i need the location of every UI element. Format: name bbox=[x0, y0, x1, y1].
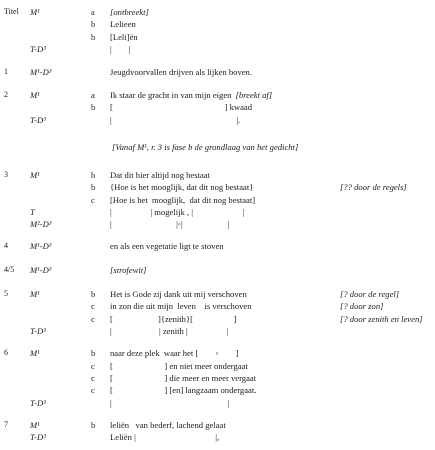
source-siglum: M¹ bbox=[30, 90, 40, 100]
variant-phase: b bbox=[91, 289, 96, 299]
variant-phase: a bbox=[91, 7, 95, 17]
line-number: 7 bbox=[4, 420, 8, 429]
verse-text: | |. bbox=[110, 115, 241, 125]
source-siglum: M²-D³ bbox=[30, 219, 52, 229]
source-siglum: M¹-D³ bbox=[30, 241, 52, 251]
variant-phase: b bbox=[91, 182, 96, 192]
variant-phase: b bbox=[91, 170, 96, 180]
source-siglum: M¹-D³ bbox=[30, 67, 52, 77]
variant-phase: c bbox=[91, 373, 95, 383]
editorial-note: [Vanaf M¹, r. 3 is fase b de grondlaag van het gedicht] bbox=[112, 142, 299, 152]
margin-note: [?? door de regels] bbox=[340, 182, 407, 192]
source-siglum: M¹ bbox=[30, 170, 40, 180]
source-siglum: M¹ bbox=[30, 7, 40, 17]
verse-text: [ ] [en] langzaam ondergaat. bbox=[110, 385, 257, 395]
verse-text: Leliën | |, bbox=[110, 432, 220, 442]
line-number: 6 bbox=[4, 348, 8, 357]
verse-text: [ ] en niet meer ondergaat bbox=[110, 361, 248, 371]
variant-phase: c bbox=[91, 195, 95, 205]
verse-text: [ ]{zenith}[ ] bbox=[110, 314, 237, 324]
verse-text: [ ] kwaad bbox=[110, 102, 253, 112]
verse-text: Lelieen bbox=[110, 19, 136, 29]
verse-text: | | bbox=[110, 44, 131, 54]
variant-phase: c bbox=[91, 361, 95, 371]
source-siglum: T-D³ bbox=[30, 398, 46, 408]
verse-text: Het is Gode zij dank uit mij verschoven bbox=[110, 289, 247, 299]
verse-text: | |◦| | bbox=[110, 219, 230, 229]
line-number: 4/5 bbox=[4, 265, 15, 274]
verse-text: naar deze plek waar het [ ◦ ] bbox=[110, 348, 239, 358]
line-number: 5 bbox=[4, 289, 8, 298]
variant-phase: c bbox=[91, 301, 95, 311]
verse-text: | | mogelijk , | | bbox=[110, 207, 245, 217]
verse-text: [Hoe is het mooglijk, dat dit nog bestaat] bbox=[110, 195, 256, 205]
variant-phase: b bbox=[91, 348, 96, 358]
variant-phase: a bbox=[91, 90, 95, 100]
verse-text: | | zenith | | bbox=[110, 326, 229, 336]
variant-phase: c bbox=[91, 314, 95, 324]
source-siglum: T-D³ bbox=[30, 115, 46, 125]
verse-text: | | bbox=[110, 398, 230, 408]
variant-phase: b bbox=[91, 420, 96, 430]
source-siglum: T-D³ bbox=[30, 432, 46, 442]
source-siglum: T-D³ bbox=[30, 326, 46, 336]
verse-text: en als een vegetatie ligt te stoven bbox=[110, 241, 224, 251]
editorial-note: [ontbreekt] bbox=[110, 7, 149, 17]
verse-text: Jeugdvoorvallen drijven als lijken boven. bbox=[110, 67, 253, 77]
verse-text: Ik staar de gracht in van mijn eigen bbox=[110, 90, 232, 100]
variant-phase: c bbox=[91, 385, 95, 395]
editorial-note: [strofewit] bbox=[110, 265, 147, 275]
source-siglum: M¹ bbox=[30, 420, 40, 430]
editorial-note: [breekt af] bbox=[235, 90, 273, 100]
source-siglum: M¹ bbox=[30, 289, 40, 299]
variant-phase: b bbox=[91, 102, 96, 112]
verse-text: leliën van bederf, lachend gelaat bbox=[110, 420, 226, 430]
line-number: 2 bbox=[4, 90, 8, 99]
line-number: 3 bbox=[4, 170, 8, 179]
source-siglum: T bbox=[30, 207, 35, 217]
line-number: 4 bbox=[4, 241, 8, 250]
line-number: 1 bbox=[4, 67, 8, 76]
variant-phase: b bbox=[91, 32, 96, 42]
verse-text: [ ] die meer en meer vergaat bbox=[110, 373, 257, 383]
verse-text: [Leli]ën bbox=[110, 32, 138, 42]
variant-phase: b bbox=[91, 19, 96, 29]
line-number: Titel bbox=[4, 7, 19, 16]
source-siglum: T-D³ bbox=[30, 44, 46, 54]
margin-note: [? door zenith en leven] bbox=[340, 314, 423, 324]
margin-note: [? door de regel] bbox=[340, 289, 400, 299]
verse-text: Dat dit hier altijd nog bestaat bbox=[110, 170, 210, 180]
verse-text: {Hoe is het mooglijk, dat dit nog bestaat} bbox=[110, 182, 254, 192]
source-siglum: M¹ bbox=[30, 348, 40, 358]
source-siglum: M¹-D³ bbox=[30, 265, 52, 275]
margin-note: [? door zon] bbox=[340, 301, 384, 311]
verse-text: in zon die uit mijn leven is verschoven bbox=[110, 301, 252, 311]
